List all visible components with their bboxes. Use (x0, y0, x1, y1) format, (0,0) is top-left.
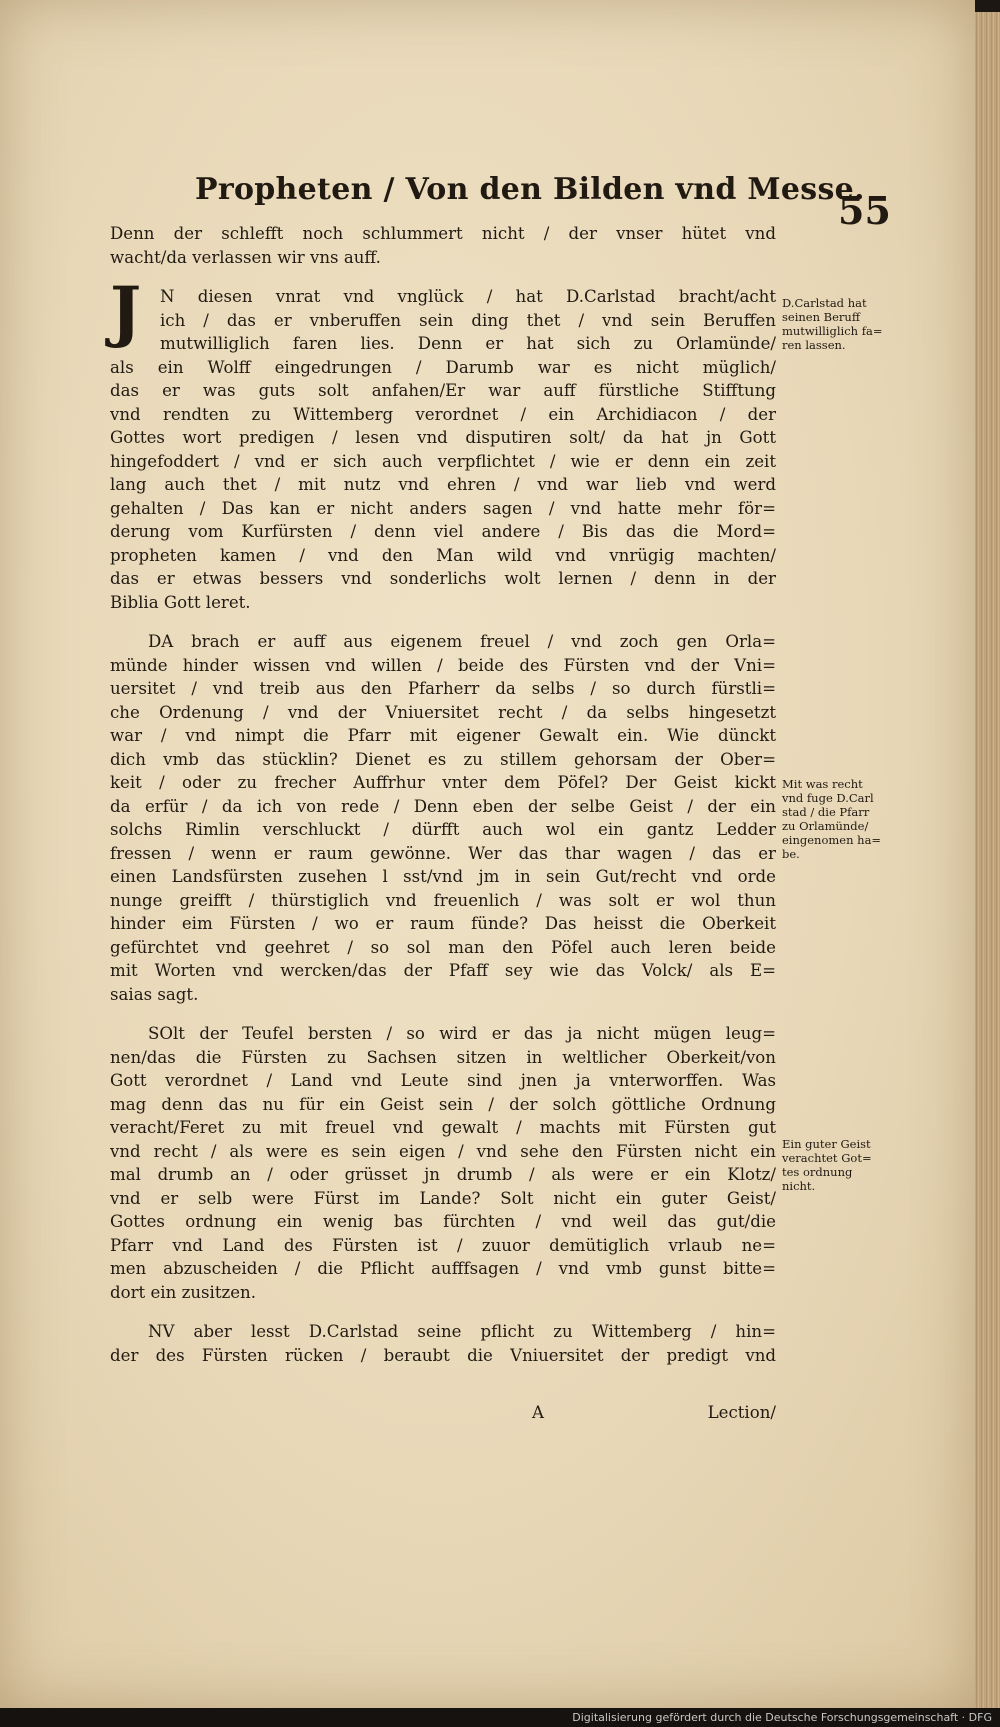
margin-note-line: tes ordnung (782, 1165, 853, 1179)
drop-capital: J (110, 272, 142, 350)
text-line: mag denn das nu für ein Geist sein / der solch göttliche Ordnung (110, 1094, 776, 1114)
text-line: uersitet / vnd treib aus den Pfarherr da selbs / so durch fürstli= (110, 679, 776, 698)
text-line: saias sagt. (110, 984, 199, 1004)
text-line: das er etwas bessers vnd sonderlichs wolt lernen / denn in der (110, 569, 776, 588)
margin-note-line: ren lassen. (782, 338, 846, 352)
text-line: Gott verordnet / Land vnd Leute sind jnen ja vnterworffen. Was (110, 1071, 776, 1090)
page-number: 55 (838, 188, 891, 233)
text-line: vnd rendten zu Wittemberg verordnet / ein Archidiacon / der (110, 404, 776, 424)
margin-note-line: verachtet Got= (782, 1151, 872, 1165)
funding-credit: Digitalisierung gefördert durch die Deutsche Forschungsgemeinschaft · DFG (572, 1711, 992, 1724)
margin-note (782, 1137, 922, 1193)
text-line: NV aber lesst D.Carlstad seine pflicht zu Wittemberg / hin= (148, 1322, 776, 1341)
text-line: das er was guts solt anfahen/Er war auff fürstliche Stifftung (110, 381, 776, 400)
margin-note-line: nicht. (782, 1179, 816, 1193)
text-line: men abzuscheiden / die Pflicht aufffsagen / vnd vmb gunst bitte= (110, 1259, 776, 1278)
text-line: N diesen vnrat vnd vnglück / hat D.Carlstad bracht/acht (160, 287, 776, 306)
margin-note-line: zu Orlamünde/ (782, 819, 869, 833)
text-line: keit / oder zu frecher Auffrhur vnter dem Pöfel? Der Geist kickt (110, 773, 776, 792)
text-line: mal drumb an / oder grüsset jn drumb / als were er ein Klotz/ (110, 1165, 776, 1184)
text-line: dich vmb das stücklin? Dienet es zu stillem gehorsam der Ober= (110, 749, 776, 769)
text-line: wacht/da verlassen wir vns auff. (110, 247, 381, 267)
margin-note-line: D.Carlstad hat (782, 296, 867, 310)
text-line: mit Worten vnd wercken/das der Pfaff sey wie das Volck/ als E= (110, 961, 776, 980)
text-line: gefürchtet vnd geehret / so sol man den Pöfel auch leren beide (110, 937, 776, 957)
text-line: derung vom Kurfürsten / denn viel andere / Bis das die Mord= (110, 522, 776, 541)
text-line: ich / das er vnberuffen sein ding thet / vnd sein Beruffen (160, 310, 776, 330)
signature-mark: A (532, 1403, 544, 1422)
catchword: Lection/ (707, 1403, 776, 1422)
text-line: SOlt der Teufel bersten / so wird er das ja nicht mügen leug= (148, 1024, 776, 1043)
margin-note (782, 296, 922, 352)
text-line: vnd recht / als were es sein eigen / vnd sehe den Fürsten nicht ein (110, 1141, 776, 1161)
text-line: fressen / wenn er raum gewönne. Wer das thar wagen / das er (110, 843, 776, 863)
margin-note-line: vnd fuge D.Carl (782, 791, 874, 805)
margin-note-line: be. (782, 847, 800, 861)
text-line: propheten kamen / vnd den Man wild vnd vnrügig machten/ (110, 545, 776, 565)
text-line: münde hinder wissen vnd willen / beide des Fürsten vnd der Vni= (110, 655, 776, 675)
text-line: veracht/Feret zu mit freuel vnd gewalt / machts mit Fürsten gut (110, 1118, 776, 1137)
text-line: nen/das die Fürsten zu Sachsen sitzen in weltlicher Oberkeit/von (110, 1047, 776, 1067)
text-line: solchs Rimlin verschluckt / dürfft auch wol ein gantz Ledder (110, 820, 776, 839)
text-line: hingefoddert / vnd er sich auch verpflichtet / wie er denn ein zeit (110, 451, 776, 471)
text-line: Gottes ordnung ein wenig bas fürchten / vnd weil das gut/die (110, 1212, 776, 1231)
margin-note-line: eingenomen ha= (782, 833, 882, 847)
text-line: dort ein zusitzen. (110, 1282, 257, 1302)
text-line: da erfür / da ich von rede / Denn eben der selbe Geist / der ein (110, 796, 776, 816)
text-line: vnd er selb were Fürst im Lande? Solt nicht ein guter Geist/ (110, 1188, 776, 1208)
main-text-block (110, 222, 776, 1367)
margin-note-line: Mit was recht (782, 777, 863, 791)
text-line: einen Landsfürsten zusehen l sst/vnd jm in sein Gut/recht vnd orde (110, 867, 776, 886)
text-line: gehalten / Das kan er nicht anders sagen / vnd hatte mehr för= (110, 498, 776, 518)
text-line: Pfarr vnd Land des Fürsten ist / zuuor demütiglich vrlaub ne= (110, 1235, 776, 1255)
margin-note-line: mutwilliglich fa= (782, 324, 883, 338)
text-line: als ein Wolff eingedrungen / Darumb war es nicht müglich/ (110, 357, 776, 377)
text-line: che Ordenung / vnd der Vniuersitet recht / da selbs hingesetzt (110, 702, 776, 722)
margin-note-line: seinen Beruff (782, 310, 860, 324)
text-line: nunge greifft / thürstiglich vnd freuenlich / was solt er wol thun (110, 890, 776, 910)
text-line: mutwilliglich faren lies. Denn er hat sich zu Orlamünde/ (160, 334, 776, 353)
margin-note (782, 777, 922, 861)
margin-note-line: stad / die Pfarr (782, 805, 870, 819)
text-line: Denn der schlefft noch schlummert nicht / der vnser hütet vnd (110, 224, 776, 243)
running-title: Propheten / Von den Bilden vnd Messe. (195, 172, 865, 207)
text-line: lang auch thet / mit nutz vnd ehren / vnd war lieb vnd werd (110, 475, 776, 494)
text-line: war / vnd nimpt die Pfarr mit eigener Gewalt ein. Wie dünckt (110, 726, 776, 745)
margin-note-line: Ein guter Geist (782, 1137, 871, 1151)
text-line: der des Fürsten rücken / beraubt die Vniuersitet der predigt vnd (110, 1345, 776, 1365)
page-edge (975, 12, 1000, 1708)
text-line: DA brach er auff aus eigenem freuel / vnd zoch gen Orla= (148, 632, 776, 651)
page-foot-row (110, 1403, 776, 1427)
text-line: hinder eim Fürsten / wo er raum fünde? Das heisst die Oberkeit (110, 914, 776, 933)
text-line: Biblia Gott leret. (110, 592, 251, 612)
text-line: Gottes wort predigen / lesen vnd disputiren solt/ da hat jn Gott (110, 428, 776, 447)
